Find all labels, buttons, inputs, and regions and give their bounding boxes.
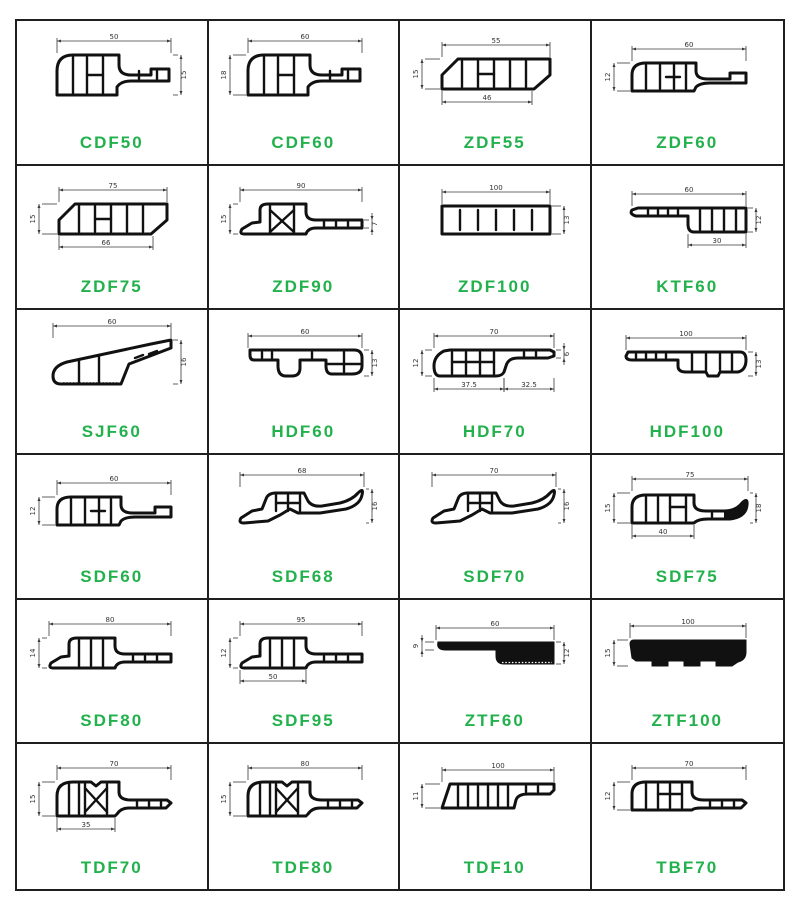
profile-code-label: SDF60 xyxy=(80,566,144,586)
svg-text:15: 15 xyxy=(179,70,188,80)
svg-text:66: 66 xyxy=(101,238,111,247)
svg-text:60: 60 xyxy=(300,328,310,337)
profile-drawing-sdf80 xyxy=(23,604,201,710)
profile-cell-sjf60 xyxy=(17,310,209,455)
svg-text:7: 7 xyxy=(371,221,380,226)
svg-text:30: 30 xyxy=(712,236,722,245)
profile-cell-zdf55 xyxy=(400,21,592,166)
profile-drawing-sdf95 xyxy=(214,604,392,710)
svg-text:60: 60 xyxy=(490,619,500,628)
profile-cell-sdf60 xyxy=(17,455,209,600)
profile-code-label: TDF70 xyxy=(80,858,143,877)
profile-cell-tdf70 xyxy=(17,744,209,889)
profile-code-label: ZDF75 xyxy=(80,277,143,297)
svg-text:15: 15 xyxy=(411,69,420,79)
profile-drawing-tdf70 xyxy=(23,748,201,854)
profile-cell-zdf100 xyxy=(400,166,592,311)
profile-cell-sdf80 xyxy=(17,600,209,745)
svg-text:12: 12 xyxy=(220,648,229,658)
profile-drawing-zdf100 xyxy=(406,170,584,276)
svg-text:70: 70 xyxy=(109,760,119,769)
profile-drawing-ztf100 xyxy=(598,604,776,710)
profile-cell-sdf70 xyxy=(400,455,592,600)
profile-cell-ztf60 xyxy=(400,600,592,745)
profile-drawing-hdf100 xyxy=(598,314,776,420)
svg-text:35: 35 xyxy=(81,821,91,830)
profile-cell-tdf80 xyxy=(209,744,401,889)
svg-text:46: 46 xyxy=(482,94,492,102)
profile-code-label: SJF60 xyxy=(81,422,142,441)
svg-text:13: 13 xyxy=(755,359,764,369)
svg-text:68: 68 xyxy=(297,467,307,475)
svg-text:60: 60 xyxy=(684,41,694,49)
svg-text:60: 60 xyxy=(684,185,694,194)
profile-code-label: ZDF90 xyxy=(272,277,335,297)
svg-text:100: 100 xyxy=(491,762,505,771)
profile-drawing-ztf60 xyxy=(406,604,584,710)
profile-code-label: SDF68 xyxy=(271,566,335,586)
svg-text:13: 13 xyxy=(371,358,380,368)
svg-text:100: 100 xyxy=(679,330,693,339)
svg-text:80: 80 xyxy=(300,760,310,769)
profile-cell-zdf90 xyxy=(209,166,401,311)
svg-text:75: 75 xyxy=(108,181,118,190)
svg-text:12: 12 xyxy=(604,72,613,82)
svg-text:15: 15 xyxy=(604,648,613,658)
svg-text:16: 16 xyxy=(179,357,188,367)
svg-text:32.5: 32.5 xyxy=(520,381,537,390)
profile-cell-sdf95 xyxy=(209,600,401,745)
profile-cell-ztf100 xyxy=(592,600,784,745)
svg-text:12: 12 xyxy=(562,648,571,658)
profile-drawing-tdf10 xyxy=(406,748,584,854)
svg-text:75: 75 xyxy=(685,471,695,479)
profile-cell-hdf70 xyxy=(400,310,592,455)
profile-cell-cdf50 xyxy=(17,21,209,166)
svg-text:18: 18 xyxy=(755,503,764,513)
profile-drawing-zdf75 xyxy=(23,170,201,276)
profile-cell-hdf100 xyxy=(592,310,784,455)
profile-drawing-sdf70 xyxy=(406,459,584,565)
profile-code-label: SDF70 xyxy=(463,566,527,586)
profile-code-label: CDF50 xyxy=(79,132,144,152)
svg-text:16: 16 xyxy=(371,501,380,511)
svg-text:100: 100 xyxy=(489,183,503,192)
profile-drawing-hdf70 xyxy=(406,314,584,420)
profile-cell-sdf75 xyxy=(592,455,784,600)
profile-code-label: ZDF100 xyxy=(458,277,532,297)
svg-text:55: 55 xyxy=(491,37,501,45)
profile-cell-zdf60 xyxy=(592,21,784,166)
profile-cell-ktf60 xyxy=(592,166,784,311)
profile-code-label: HDF100 xyxy=(649,422,725,441)
profile-drawing-hdf60 xyxy=(214,314,392,420)
svg-text:11: 11 xyxy=(411,791,420,801)
profile-cell-zdf75 xyxy=(17,166,209,311)
profile-code-label: ZDF55 xyxy=(463,132,526,152)
svg-text:40: 40 xyxy=(658,528,668,536)
profile-drawing-cdf50 xyxy=(23,25,201,131)
profile-drawing-tbf70 xyxy=(598,748,776,854)
svg-text:18: 18 xyxy=(220,70,229,80)
profile-drawing-tdf80 xyxy=(214,748,392,854)
profile-code-label: SDF75 xyxy=(655,566,719,586)
profile-drawing-ktf60 xyxy=(598,170,776,276)
svg-text:100: 100 xyxy=(681,617,695,626)
profile-drawing-sdf75 xyxy=(598,459,776,565)
svg-text:37.5: 37.5 xyxy=(460,381,477,390)
profile-code-label: KTF60 xyxy=(656,277,719,297)
svg-text:50: 50 xyxy=(109,33,119,41)
svg-text:60: 60 xyxy=(107,318,117,327)
profile-drawing-sdf68 xyxy=(214,459,392,565)
profile-code-label: HDF60 xyxy=(271,422,336,441)
svg-text:13: 13 xyxy=(562,215,571,225)
svg-text:14: 14 xyxy=(28,648,37,658)
svg-text:15: 15 xyxy=(220,214,229,224)
profile-cell-tdf10 xyxy=(400,744,592,889)
profile-code-label: ZTF100 xyxy=(651,711,724,731)
profile-drawing-sjf60 xyxy=(23,314,201,420)
svg-text:15: 15 xyxy=(220,794,229,804)
profile-drawing-zdf60 xyxy=(598,25,776,131)
svg-text:6: 6 xyxy=(562,352,571,357)
svg-text:80: 80 xyxy=(105,615,115,624)
svg-text:95: 95 xyxy=(296,615,306,624)
svg-text:90: 90 xyxy=(296,181,306,190)
profile-code-label: SDF80 xyxy=(80,711,144,731)
profile-code-label: ZTF60 xyxy=(464,711,525,731)
svg-text:70: 70 xyxy=(489,467,499,475)
svg-text:12: 12 xyxy=(604,791,613,801)
svg-text:60: 60 xyxy=(300,33,310,41)
svg-text:60: 60 xyxy=(109,475,119,483)
svg-text:9: 9 xyxy=(411,643,420,648)
profile-code-label: CDF60 xyxy=(271,132,336,152)
svg-text:16: 16 xyxy=(562,501,571,511)
svg-text:15: 15 xyxy=(28,214,37,224)
profile-code-label: TDF80 xyxy=(272,858,335,877)
profile-cell-tbf70 xyxy=(592,744,784,889)
profile-code-label: HDF70 xyxy=(462,422,527,441)
svg-text:70: 70 xyxy=(684,760,694,769)
svg-text:12: 12 xyxy=(755,215,764,225)
svg-text:12: 12 xyxy=(411,358,420,368)
svg-text:50: 50 xyxy=(268,672,278,681)
profile-drawing-zdf55 xyxy=(406,25,584,131)
svg-text:15: 15 xyxy=(604,503,613,513)
svg-text:70: 70 xyxy=(489,328,499,337)
profile-drawing-zdf90 xyxy=(214,170,392,276)
profile-cell-sdf68 xyxy=(209,455,401,600)
profile-drawing-cdf60 xyxy=(214,25,392,131)
svg-text:12: 12 xyxy=(28,506,37,516)
profile-code-label: TDF10 xyxy=(463,858,526,877)
profile-drawing-sdf60 xyxy=(23,459,201,565)
profile-catalog-grid xyxy=(15,19,785,891)
profile-cell-cdf60 xyxy=(209,21,401,166)
profile-code-label: ZDF60 xyxy=(656,132,719,152)
profile-code-label: SDF95 xyxy=(271,711,335,731)
profile-cell-hdf60 xyxy=(209,310,401,455)
profile-code-label: TBF70 xyxy=(656,858,719,877)
svg-text:15: 15 xyxy=(28,794,37,804)
